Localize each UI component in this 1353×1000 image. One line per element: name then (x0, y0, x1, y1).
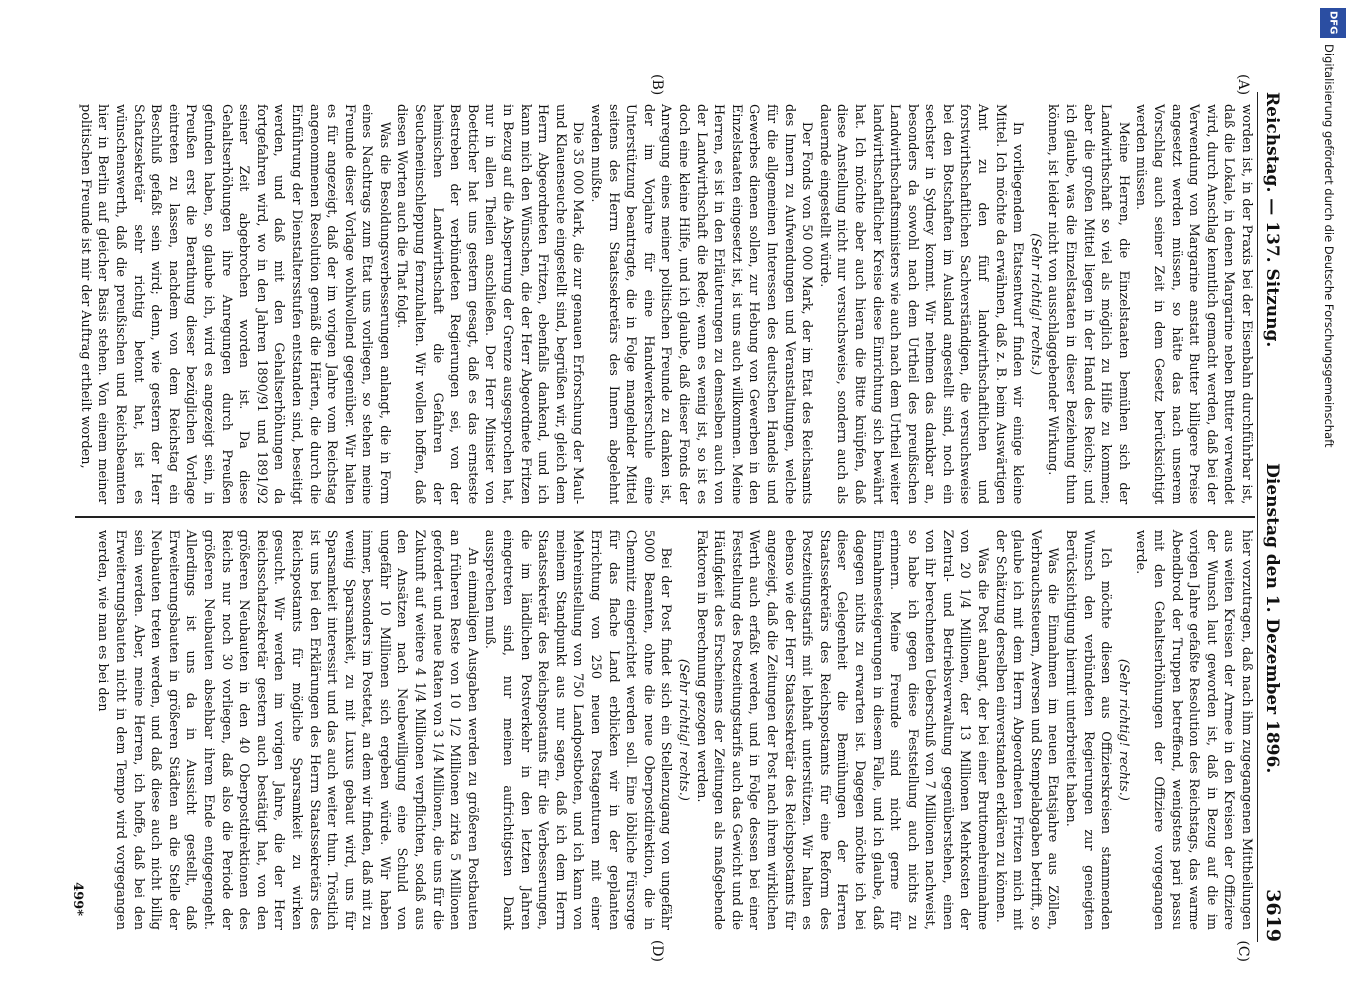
margin-marker-d: (D) (649, 939, 665, 962)
paragraph: Meine Herren, die Einzelstaaten bemühen sich der Landwirthschaft so viel als möglich zu Hilfe zu kommen; aber die großen Mittel liegen in der Hand des Reichs; und ich glaube, was die Einzelstaaten in dieser Beziehung thun können, ist leider nicht von ausschlaggebender Wirkung. (1045, 104, 1131, 505)
page-body (75, 74, 1255, 962)
paragraph: Was die Post anlangt, der bei einer Bruttomehreinnahme von 20 1/4 Millionen, der 13 Millionen Mehrkosten der Zentral- und Betriebsverwaltung gegenüberstehen, einen von ihr berechneten Ueberschuß von 7 Millionen nachweist, so habe ich gegen diese Feststellung auch nichts zu erinnern. Meine Freunde sind nicht gerne für Einnahmesteigerungen in diesem Falle, und ich glaube, daß dagegen nichts zu erwarten ist. Dagegen möchte ich bei dieser Gelegenheit die Bemühungen der Herren Staatssekretärs des Reichspostamts für eine Reform des Postzeitungstarifs mit lebhaft unterstützen. Wir halten es ebenso wie der Herr Staatssekretär des Reichspostamts für angezeigt, daß die Zeitungen der Post nach ihrem wirklichen Werth auch erfaßt werden, und in Folge dessen bei einer Feststellung des Postzeitungstarifs auch das Gewicht und die Häufigkeit des Erscheinens der Zeitungen als maßgebende Faktoren in Berechnung gezogen werden. (693, 529, 991, 930)
paragraph: worden ist, in der Praxis bei der Eisenbahn durchführbar ist, daß die Lokale, in denen Margarine neben Butter verwendet wird, durch Anschlag kenntlich gemacht werden, daß bei der Verwendung von Margarine anstatt Butter billigere Preise angesetzt werden müssen, so hätte das nach unserem Vorschlag auch seiner Zeit in dem Gesetz berücksichtigt werden müssen. (1133, 104, 1254, 505)
paragraph: Was die Besoldungsverbesserungen anlangt, die in Form eines Nachtrags zum Etat uns vorliegen, so stehen meine Freunde dieser Vorlage wohlwollend gegenüber. Wir halten es für angezeigt, daß der im vorigen Jahre vom Reichstag angenommenen Resolution gemäß die Härten, die durch die Einführung der Dienstaltersstufen entstanden sind, beseitigt werden, und daß mit den Gehaltserhöhungen da fortgefahren wird, wo in den Jahren 1890/91 und 1891/92 seiner Zeit abgebrochen worden ist. Da diese Gehaltserhöhungen ihre Anregungen durch Preußen gefunden haben, so glaube ich, wird es angezeigt sein, in Preußen erst die Berathung dieser bezüglichen Vorlage eintreten zu lassen, nachdem von dem Reichstag ein Beschluß gefaßt sein wird; denn, wie gestern der Herr Schatzsekretär sehr richtig betont hat, ist es wünschenswerth, daß die preußischen und Reichsbeamten hier in Berlin auf gleicher Basis stehen. Von einem meiner politischen Freunde ist mir der Auftrag ertheilt worden, (77, 104, 392, 505)
credit-text: Digitalisierung gefördert durch die Deutsche Forschungsgemeinschaft (1322, 44, 1336, 448)
page-header (1257, 92, 1284, 942)
margin-marker-a: (A) (1235, 74, 1251, 96)
header-session: Reichstag. — 137. Sitzung. (1262, 92, 1282, 348)
paragraph: Was die Einnahmen im neuen Etatsjahre aus Zöllen, Verbrauchssteuern, Aversen und Stempelabgaben betrifft, so glaube ich mit dem Herrn Abgeordneten Fritzen mich mit der Schätzung derselben einverstanden erklären zu können. (992, 529, 1061, 930)
dfg-logo: DFG (1320, 8, 1346, 38)
paragraph: Ich möchte diesen aus Offizierskreisen stammenden Wunsch den verbündeten Regierungen zur geneigten Berücksichtigung hiermit unterbreitet haben. (1063, 529, 1114, 930)
paragraph: In vorliegendem Etatsentwurf finden wir einige kleine Mittel. Ich möchte da erwähnen, daß z. B. beim Auswärtigen Amt zu den fünf landwirthschaftlichen und forstwirthschaftlichen Sachverständigen, die versuchsweise bei den Botschaften im Ausland angestellt sind, noch ein sechster in Sydney kommt. Wir nehmen das dankbar an, besonders da sowohl nach dem Urtheil des preußischen Landwirthschaftsministers wie auch nach dem Urtheil weiter landwirthschaftlicher Kreise diese Einrichtung sich bewährt hat. Ich möchte aber auch hieran die Bitte knüpfen, daß diese Anstellung nicht nur versuchsweise, sondern auch als dauernde eingestellt würde. (816, 104, 1026, 505)
paragraph: Der Fonds von 50 000 Mark, der im Etat des Reichsamts des Innern zu Aufwendungen und Veranstaltungen, welche für die allgemeinen Interessen des deutschen Handels und Gewerbes dienen sollen, zur Hebung von Gewerben in den Einzelstaaten eingesetzt ist, ist uns auch willkommen. Meine Herren, es ist in den Erläuterungen zu demselben auch von der Landwirthschaft die Rede; wenn es wenig ist, so ist es doch eine kleine Hilfe, und ich glaube, daß dieser Fonds der Anregung eines meiner politischen Freunde zu danken ist, der im Vorjahre für eine Handwerkerschule eine Unterstützung beantragte, die in Folge mangelnder Mittel seitens des Herrn Staatssekretärs des Innern abgelehnt werden mußte. (588, 104, 815, 505)
paragraph: Die 35 000 Mark, die zur genauen Erforschung der Maul- und Klauenseuche eingestellt sind, begrüßen wir, gleich dem Herrn Abgeordneten Fritzen, ebenfalls dankend, und ich kann mich den Wünschen, die der Herr Abgeordnete Fritzen in Bezug auf die Absperrung der Grenze ausgesprochen hat, nur in allen Theilen anschließen. Der Herr Minister von Boetticher hat uns gestern gesagt, daß es das ernsteste Bestreben der verbündeten Regierungen sei, von der heimischen Landwirthschaft die Gefahren der Seucheneinschleppung fernzuhalten. Wir wollen hoffen, daß diesen Worten auch die That folgt. (394, 104, 586, 505)
margin-marker-b: (B) (649, 74, 665, 96)
interjection: (Sehr richtig! rechts.) (1115, 658, 1131, 801)
page-number: 3619 (1262, 889, 1284, 942)
interjection: (Sehr richtig! rechts.) (1027, 233, 1043, 376)
margin-marker-c: (C) (1235, 940, 1251, 962)
right-column (75, 518, 1255, 942)
interjection: (Sehr richtig! rechts.) (676, 658, 691, 801)
paragraph: hier vorzutragen, daß nach ihm zugegangenen Mittheilungen aus weiten Kreisen der Armee in den Kreisen der Offiziere der Wunsch laut geworden ist, daß in Bezug auf die im vorigen Jahre gefaßte Resolution des Reichstags, das warme Abendbrod der Truppen betreffend, wenigstens pari passu mit den Gehaltserhöhungen der Offiziere vorgegangen werde. (1133, 529, 1254, 930)
header-date: Dienstag den 1. Dezember 1896. (1262, 463, 1282, 774)
document-page (60, 72, 1290, 962)
digitization-credit (1318, 8, 1348, 993)
paragraph: Bei der Post findet sich ein Stellenzugang von ungefähr 5000 Beamten, ohne die neue Oberpostdirektion, die in Chemnitz eingerichtet werden soll. Eine löbliche Fürsorge für das flache Land erblicken wir in der geplanten Errichtung von 250 neuen Postagenturen mit einer Mehreinstellung von 750 Landpostboten, und ich kann von meinem Standpunkt aus nur sagen, daß ich dem Herrn Staatssekretär des Reichspostamts für die Verbesserungen, die im ländlichen Postverkehr in den letzten Jahren eingetreten sind, nur meinen aufrichtigsten Dank aussprechen muß. (482, 529, 674, 930)
left-column (75, 92, 1255, 516)
signature-mark: 499* (70, 882, 85, 916)
paragraph: An einmaligen Ausgaben werden zu größeren Postbauten an früheren Reste von 10 1/2 Millionen zirka 5 Millionen gefordert und neue Raten von 3 1/4 Millionen, die uns für die Zukunft auf weitere 4 1/4 Millionen verpflichten, sodaß aus den Ansätzen nach Neubewilligung eine Schuld von ungefähr 10 Millionen sich ergeben würde. Wir haben immer, besonders im Postetat, an dem wir finden, daß mit zu wenig Sparsamkeit, zu mit Luxus gebaut wird, uns für Sparsamkeit interessirt und das auch weiter thun. Tröstlich ist uns bei den Erklärungen des Herrn Staatssekretärs des Reichspostamts für mögliche Sparsamkeit zu wirken gesucht. Wir werden im vorigen Jahre, die der Herr Reichsschatzsekretär gestern auch bestätigt hat, von den größeren Neubauten in den 40 Oberpostdirektionen des Reichs nur noch 30 vorliegen, daß also die Periode der größeren Neubauten absehbar ihrem Ende entgegengeht. Allerdings ist uns da in Aussicht gestellt, daß Erweiterungsbauten in größeren Städten an die Stelle der Neubauten treten werden, und daß diese auch nicht billig sein werden. Aber, meine Herren, ich hoffe, daß bei den Erweiterungsbauten nicht in dem Tempo wird vorgegangen werden, wie man es bei den (95, 529, 480, 930)
